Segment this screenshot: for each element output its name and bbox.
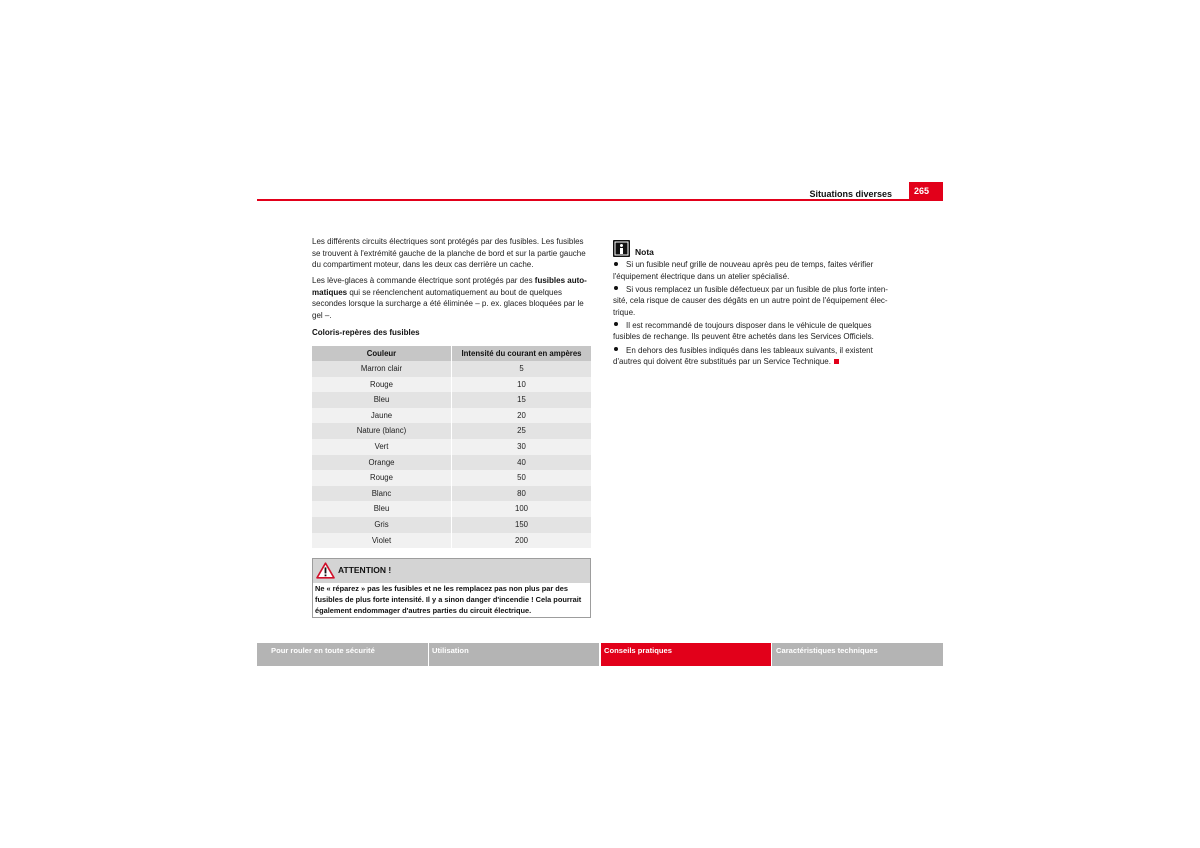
color-cell: Bleu bbox=[312, 392, 452, 408]
color-cell: Rouge bbox=[312, 377, 452, 393]
note-item bbox=[613, 259, 895, 282]
fuse-color-table bbox=[312, 346, 591, 548]
note-item-text: Si un fusible neuf grille de nouveau après peu de temps, faites vérifier l'équipement électrique dans un atelier spécialisé. bbox=[613, 260, 874, 281]
bullet-icon bbox=[614, 347, 618, 351]
color-cell: Orange bbox=[312, 455, 452, 471]
column-header-color: Couleur bbox=[312, 346, 452, 361]
info-icon bbox=[613, 240, 630, 257]
paragraph-bold-term: fusibles auto- matiques bbox=[312, 276, 587, 297]
table-row bbox=[312, 423, 591, 439]
table-row bbox=[312, 377, 591, 393]
amperage-cell: 10 bbox=[452, 377, 592, 393]
note-item bbox=[613, 284, 895, 318]
intro-paragraph: Les différents circuits électriques sont protégés par des fusibles. Les fusibles se trouvent à l'extrémité gauche de la planche de bord et sur la partie gauche du compartiment moteur, dans les deux cas derrière un cache. bbox=[312, 237, 586, 270]
paragraph-text: qui se réenclenchent automatiquement au bout de quelques secondes lorsque la surcharge a été éliminée – p. ex. glaces bloquées par le gel –. bbox=[312, 287, 584, 320]
nav-tab-practical-tips[interactable]: Conseils pratiques bbox=[601, 643, 771, 666]
amperage-cell: 30 bbox=[452, 439, 592, 455]
amperage-cell: 25 bbox=[452, 423, 592, 439]
warning-box bbox=[312, 558, 591, 618]
color-cell: Nature (blanc) bbox=[312, 423, 452, 439]
fuse-table-body bbox=[312, 361, 591, 548]
nav-tab-operation[interactable]: Utilisation bbox=[429, 643, 599, 666]
warning-text: Ne « réparez » pas les fusibles et ne les remplacez pas non plus par des fusibles de plus forte intensité. Il y a sinon danger d'incendie ! Cela pourrait également endommager d'autres parties du circuit électrique. bbox=[315, 583, 582, 615]
note-list bbox=[613, 259, 895, 369]
warning-header bbox=[313, 559, 590, 583]
amperage-cell: 15 bbox=[452, 392, 592, 408]
amperage-cell: 5 bbox=[452, 361, 592, 377]
color-cell: Marron clair bbox=[312, 361, 452, 377]
color-cell: Jaune bbox=[312, 408, 452, 424]
bullet-icon bbox=[614, 322, 618, 326]
table-row bbox=[312, 517, 591, 533]
end-of-section-icon bbox=[834, 359, 839, 364]
table-header-row bbox=[312, 346, 591, 361]
table-row bbox=[312, 408, 591, 424]
table-row bbox=[312, 501, 591, 517]
color-cell: Violet bbox=[312, 533, 452, 549]
note-item bbox=[613, 320, 895, 343]
table-title: Coloris-repères des fusibles bbox=[312, 328, 420, 338]
nav-tab-technical-data[interactable]: Caractéristiques techniques bbox=[772, 643, 943, 666]
column-header-amperage: Intensité du courant en ampères bbox=[452, 346, 592, 361]
color-cell: Rouge bbox=[312, 470, 452, 486]
nav-tab-safety[interactable]: Pour rouler en toute sécurité bbox=[257, 643, 428, 666]
color-cell: Gris bbox=[312, 517, 452, 533]
note-item bbox=[613, 345, 895, 368]
amperage-cell: 150 bbox=[452, 517, 592, 533]
table-row bbox=[312, 533, 591, 549]
amperage-cell: 20 bbox=[452, 408, 592, 424]
color-cell: Vert bbox=[312, 439, 452, 455]
amperage-cell: 50 bbox=[452, 470, 592, 486]
warning-triangle-icon bbox=[316, 562, 335, 579]
paragraph-text: Les lève-glaces à commande électrique sont protégés par des bbox=[312, 276, 535, 286]
page-number: 265 bbox=[909, 182, 943, 200]
table-row bbox=[312, 455, 591, 471]
color-cell: Bleu bbox=[312, 501, 452, 517]
note-item-text: Il est recommandé de toujours disposer dans le véhicule de quelques fusibles de rechange. Ils peuvent être achetés dans les Services Officiels. bbox=[613, 320, 874, 342]
section-title: Situations diverses bbox=[809, 189, 892, 199]
bullet-icon bbox=[614, 262, 618, 266]
window-fuse-paragraph bbox=[312, 275, 587, 321]
amperage-cell: 40 bbox=[452, 455, 592, 471]
note-title: Nota bbox=[635, 247, 654, 257]
table-row bbox=[312, 470, 591, 486]
table-row bbox=[312, 392, 591, 408]
note-item-text: Si vous remplacez un fusible défectueux par un fusible de plus forte inten- sité, cela risque de causer des dégâts en un autre point de l'équipement élec- trique. bbox=[613, 284, 888, 317]
color-cell: Blanc bbox=[312, 486, 452, 502]
table-row bbox=[312, 439, 591, 455]
note-item-text: En dehors des fusibles indiqués dans les tableaux suivants, il existent d'autres qui doivent être substitués par un Service Technique. bbox=[613, 345, 873, 366]
amperage-cell: 80 bbox=[452, 486, 592, 502]
table-row bbox=[312, 486, 591, 502]
warning-title: ATTENTION ! bbox=[338, 565, 392, 575]
bullet-icon bbox=[614, 286, 618, 290]
amperage-cell: 100 bbox=[452, 501, 592, 517]
table-row bbox=[312, 361, 591, 377]
amperage-cell: 200 bbox=[452, 533, 592, 549]
